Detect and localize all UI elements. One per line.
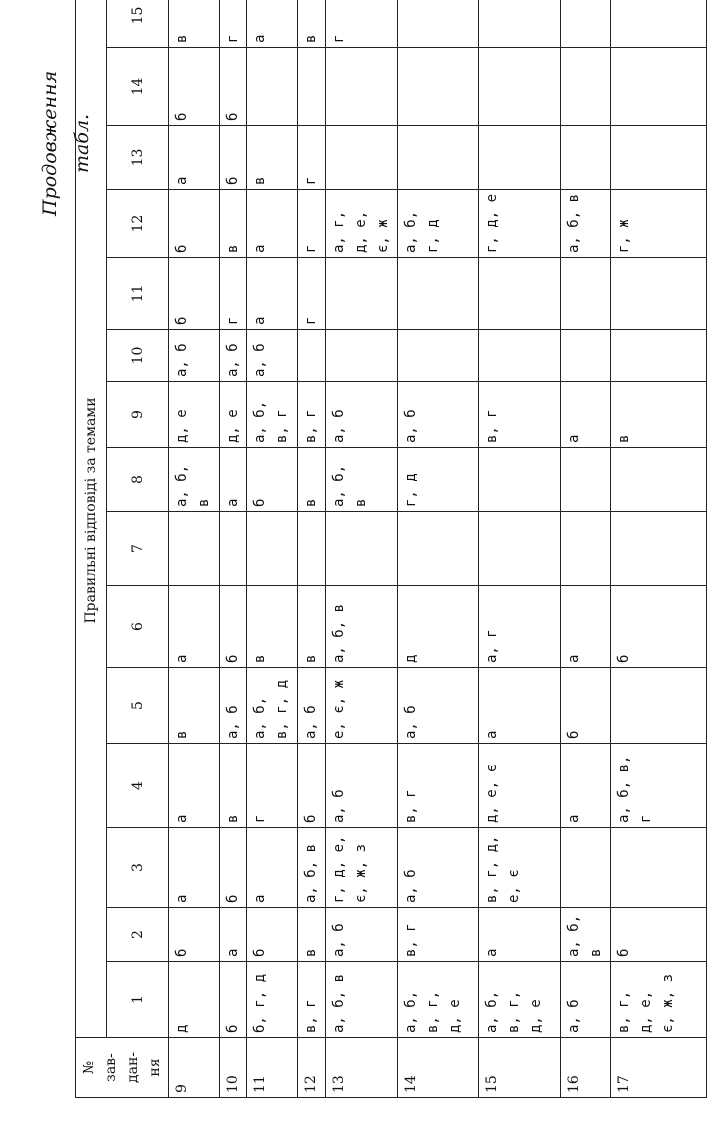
task-number-cell: 16 <box>560 1038 611 1098</box>
answer-cell: в <box>298 448 325 512</box>
answer-cell: в <box>298 586 325 668</box>
answer-cell: а <box>219 448 246 512</box>
table-row <box>479 0 560 1098</box>
answer-cell: а <box>560 744 611 828</box>
topic-header: 10 <box>107 330 169 382</box>
answer-cell <box>247 512 298 586</box>
answer-cell: б <box>247 448 298 512</box>
topic-header: 7 <box>107 512 169 586</box>
topic-header: 5 <box>107 668 169 744</box>
answer-cell: а, г <box>479 586 560 668</box>
table-row <box>560 0 611 1098</box>
answer-cell: а, б <box>560 962 611 1038</box>
answer-cell: б <box>219 828 246 908</box>
answer-cell: д <box>169 962 220 1038</box>
answer-cell <box>479 512 560 586</box>
topic-header: 1 <box>107 962 169 1038</box>
answer-cell <box>298 330 325 382</box>
answer-cell: в <box>169 0 220 48</box>
answer-cell: а, б <box>325 744 397 828</box>
answer-cell: а, б, в <box>325 962 397 1038</box>
answer-cell: б <box>169 258 220 330</box>
answer-cell: в, г <box>298 962 325 1038</box>
answer-cell: г <box>247 744 298 828</box>
answer-cell: б <box>169 48 220 126</box>
answer-cell: в <box>298 0 325 48</box>
topic-header: 3 <box>107 828 169 908</box>
answer-cell <box>560 512 611 586</box>
header-row-group <box>76 0 107 1098</box>
answer-cell: г <box>298 126 325 190</box>
answer-cell: а <box>247 190 298 258</box>
answer-cell: в <box>219 744 246 828</box>
answer-cell <box>611 0 707 48</box>
answer-cell: а, б, в, г, д <box>247 668 298 744</box>
answer-cell: а, б <box>219 330 246 382</box>
answer-cell <box>479 0 560 48</box>
answer-cell <box>479 48 560 126</box>
answer-cell: в <box>611 382 707 448</box>
answer-cell <box>479 330 560 382</box>
answer-cell <box>397 0 478 48</box>
task-number-cell: 12 <box>298 1038 325 1098</box>
header-row-topics <box>107 0 169 1098</box>
topic-header: 9 <box>107 382 169 448</box>
answer-cell: в <box>247 126 298 190</box>
answer-cell: а <box>219 908 246 962</box>
answer-cell: а, б, в <box>169 448 220 512</box>
answer-cell: б <box>611 586 707 668</box>
answer-cell <box>219 512 246 586</box>
answer-cell: а, б <box>219 668 246 744</box>
table-row <box>325 0 397 1098</box>
answer-cell: а, б <box>397 828 478 908</box>
answer-cell: в, г <box>397 744 478 828</box>
task-number-cell: 13 <box>325 1038 397 1098</box>
answer-cell: а, б, в, г <box>611 744 707 828</box>
table-row <box>219 0 246 1098</box>
topics-group-header: Правильні відповіді за темами <box>76 0 107 1038</box>
answer-cell: а, б, в <box>325 586 397 668</box>
answer-cell <box>611 828 707 908</box>
answer-cell: г <box>325 0 397 48</box>
answer-cell: а, б, в <box>560 908 611 962</box>
answer-cell: а <box>560 586 611 668</box>
table-row <box>247 0 298 1098</box>
answer-cell: г <box>219 258 246 330</box>
answer-cell: а <box>479 908 560 962</box>
answer-cell: в <box>169 668 220 744</box>
answer-cell: а, б <box>247 330 298 382</box>
answer-cell: а, б, в <box>560 190 611 258</box>
topic-header: 8 <box>107 448 169 512</box>
answer-cell: а <box>247 0 298 48</box>
answer-cell <box>611 48 707 126</box>
answer-cell <box>247 48 298 126</box>
answer-cell: д, е <box>219 382 246 448</box>
answer-cell: а <box>247 828 298 908</box>
answer-cell <box>397 48 478 126</box>
answer-cell: а, б <box>325 908 397 962</box>
answer-cell: а, г, д, е, є, ж <box>325 190 397 258</box>
answer-cell <box>479 448 560 512</box>
answer-cell: в, г, д, е, є, ж, з <box>611 962 707 1038</box>
table-row <box>611 0 707 1098</box>
answer-cell <box>479 258 560 330</box>
table-body <box>169 0 707 1098</box>
answer-cell <box>611 448 707 512</box>
answer-cell: а <box>169 126 220 190</box>
answer-cell: е, є, ж <box>325 668 397 744</box>
answer-cell <box>479 126 560 190</box>
task-number-cell: 11 <box>247 1038 298 1098</box>
answer-cell <box>325 512 397 586</box>
topic-header: 2 <box>107 908 169 962</box>
answer-cell: д, е <box>169 382 220 448</box>
answer-cell: д <box>397 586 478 668</box>
answer-cell: г, д, е <box>479 190 560 258</box>
answer-cell: в, г, д, е, є <box>479 828 560 908</box>
answers-table <box>75 0 707 1098</box>
answer-cell: б <box>169 190 220 258</box>
answer-cell: б <box>611 908 707 962</box>
answer-cell: г <box>298 190 325 258</box>
table-row <box>298 0 325 1098</box>
answer-cell <box>560 258 611 330</box>
answer-cell: б <box>169 908 220 962</box>
answer-cell: а, б, в, г <box>247 382 298 448</box>
table-row <box>397 0 478 1098</box>
task-number-cell: 14 <box>397 1038 478 1098</box>
answer-cell <box>560 448 611 512</box>
answer-cell: б <box>247 908 298 962</box>
answer-cell: б <box>219 586 246 668</box>
answer-cell: а, б, в <box>325 448 397 512</box>
table-row <box>169 0 220 1098</box>
topic-header: 11 <box>107 258 169 330</box>
table-caption: Продовження табл. <box>39 70 93 216</box>
answer-cell <box>325 126 397 190</box>
answer-cell <box>611 512 707 586</box>
answer-cell: а, б <box>397 382 478 448</box>
answer-cell: а <box>169 586 220 668</box>
answer-cell: а, б, в, г, д, е <box>479 962 560 1038</box>
answer-cell <box>298 512 325 586</box>
answer-cell: а, б <box>298 668 325 744</box>
answer-cell: а <box>169 744 220 828</box>
answer-cell <box>560 48 611 126</box>
answer-cell: а <box>479 668 560 744</box>
answer-cell <box>611 668 707 744</box>
answer-cell: д, е, є <box>479 744 560 828</box>
answer-cell: в, г <box>298 382 325 448</box>
answer-cell: г <box>219 0 246 48</box>
task-number-header: № зав- дан- ня <box>76 1038 169 1098</box>
answer-cell: в <box>219 190 246 258</box>
answer-cell: б <box>560 668 611 744</box>
topic-header: 14 <box>107 48 169 126</box>
topic-header: 6 <box>107 586 169 668</box>
answer-cell <box>611 126 707 190</box>
answer-cell <box>611 258 707 330</box>
answer-cell: б <box>219 126 246 190</box>
answer-cell: а, б, в <box>298 828 325 908</box>
answer-cell: г <box>298 258 325 330</box>
answer-cell: б, г, д <box>247 962 298 1038</box>
answer-cell: б <box>298 744 325 828</box>
answer-cell: г, ж <box>611 190 707 258</box>
rotated-page <box>75 6 707 1098</box>
answer-cell: в, г <box>479 382 560 448</box>
answer-cell <box>560 126 611 190</box>
answer-cell <box>560 330 611 382</box>
task-number-cell: 15 <box>479 1038 560 1098</box>
topic-header: 12 <box>107 190 169 258</box>
answer-cell <box>325 258 397 330</box>
answer-cell <box>560 828 611 908</box>
answer-cell <box>397 258 478 330</box>
topic-header: 4 <box>107 744 169 828</box>
answer-cell <box>397 512 478 586</box>
task-number-cell: 9 <box>169 1038 220 1098</box>
answer-cell: г, д, е, є, ж, з <box>325 828 397 908</box>
answer-cell: в <box>298 908 325 962</box>
answer-cell: б <box>219 962 246 1038</box>
answer-cell: а <box>560 382 611 448</box>
task-number-cell: 17 <box>611 1038 707 1098</box>
answer-cell: а, б <box>169 330 220 382</box>
answer-cell <box>397 126 478 190</box>
topic-header: 13 <box>107 126 169 190</box>
answer-cell <box>560 0 611 48</box>
answer-cell: б <box>219 48 246 126</box>
task-number-cell: 10 <box>219 1038 246 1098</box>
answer-cell: а <box>247 258 298 330</box>
answer-cell: а, б, г, д <box>397 190 478 258</box>
answer-cell <box>397 330 478 382</box>
answer-cell: г, д <box>397 448 478 512</box>
answer-cell <box>325 48 397 126</box>
answer-cell: а, б <box>325 382 397 448</box>
answer-cell: а <box>169 828 220 908</box>
answer-cell: а, б <box>397 668 478 744</box>
topic-header: 15 <box>107 0 169 48</box>
answer-cell <box>325 330 397 382</box>
answer-cell: в, г <box>397 908 478 962</box>
answer-cell <box>298 48 325 126</box>
answer-cell <box>611 330 707 382</box>
answer-cell: в <box>247 586 298 668</box>
answer-cell <box>169 512 220 586</box>
answer-cell: а, б, в, г, д, е <box>397 962 478 1038</box>
